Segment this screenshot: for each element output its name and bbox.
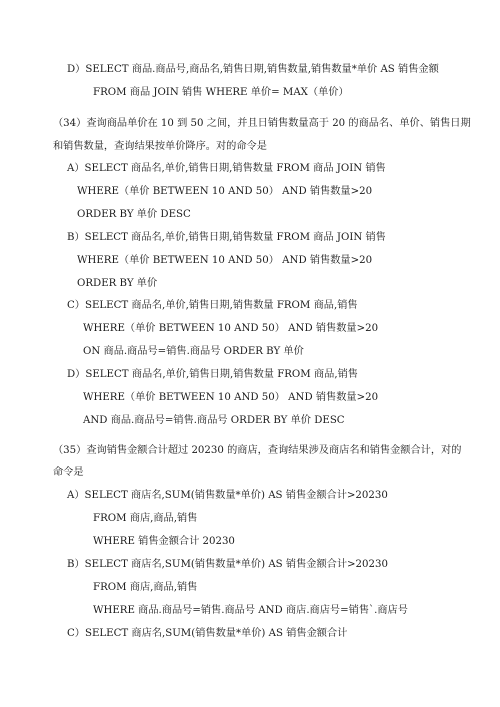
question-34-stem: （34）查询商品单价在 10 到 50 之间，并且日销售数量高于 20 的商品名、单价、销售日期 <box>53 118 471 129</box>
q34-option-a-order: ORDER BY 单价 DESC <box>77 209 191 220</box>
q34-option-d-and: AND 商品.商品号=销售.商品号 ORDER BY 单价 DESC <box>83 415 345 426</box>
q34-option-a-select: A）SELECT 商品名,单价,销售日期,销售数量 FROM 商品 JOIN 销售 <box>67 163 386 174</box>
q35-option-b-where: WHERE 商品.商品号=销售.商品号 AND 商店.商店号=销售`.商店号 <box>93 605 408 616</box>
q34-option-b-order: ORDER BY 单价 <box>77 278 158 289</box>
question-35-stem: （35）查询销售金额合计超过 20230 的商店，查询结果涉及商店名和销售金额合计，对的 <box>53 445 462 456</box>
q34-option-d-select: D）SELECT 商品名,单价,销售日期,销售数量 FROM 商品,销售 <box>67 369 358 380</box>
q35-option-a-select: A）SELECT 商店名,SUM(销售数量*单价) AS 销售金额合计>20230 <box>67 490 388 501</box>
q35-option-b-select: B）SELECT 商店名,SUM(销售数量*单价) AS 销售金额合计>20230 <box>67 559 388 570</box>
option-d-from-line: FROM 商品 JOIN 销售 WHERE 单价= MAX（单价） <box>93 87 349 98</box>
q34-option-c-on: ON 商品.商品号=销售.商品号 ORDER BY 单价 <box>83 346 304 357</box>
question-35-stem-cont: 命令是 <box>53 467 84 478</box>
q34-option-c-where: WHERE（单价 BETWEEN 10 AND 50） AND 销售数量>20 <box>83 323 379 334</box>
q34-option-b-select: B）SELECT 商品名,单价,销售日期,销售数量 FROM 商品 JOIN 销售 <box>67 232 386 243</box>
option-d-select-line: D）SELECT 商品.商品号,商品名,销售日期,销售数量,销售数量*单价 AS 销售金额 <box>67 64 439 75</box>
q34-option-c-select: C）SELECT 商品名,单价,销售日期,销售数量 FROM 商品,销售 <box>67 300 358 311</box>
q34-option-a-where: WHERE（单价 BETWEEN 10 AND 50） AND 销售数量>20 <box>77 186 373 197</box>
q35-option-a-from: FROM 商店,商品,销售 <box>93 513 198 524</box>
q34-option-b-where: WHERE（单价 BETWEEN 10 AND 50） AND 销售数量>20 <box>77 255 373 266</box>
question-34-stem-cont: 和销售数量，查询结果按单价降序。对的命令是 <box>53 141 267 152</box>
q35-option-b-from: FROM 商店,商品,销售 <box>93 582 198 593</box>
q34-option-d-where: WHERE（单价 BETWEEN 10 AND 50） AND 销售数量>20 <box>83 392 379 403</box>
q35-option-c-select: C）SELECT 商店名,SUM(销售数量*单价) AS 销售金额合计 <box>67 628 348 639</box>
q35-option-a-where: WHERE 销售金额合计 20230 <box>93 536 235 547</box>
